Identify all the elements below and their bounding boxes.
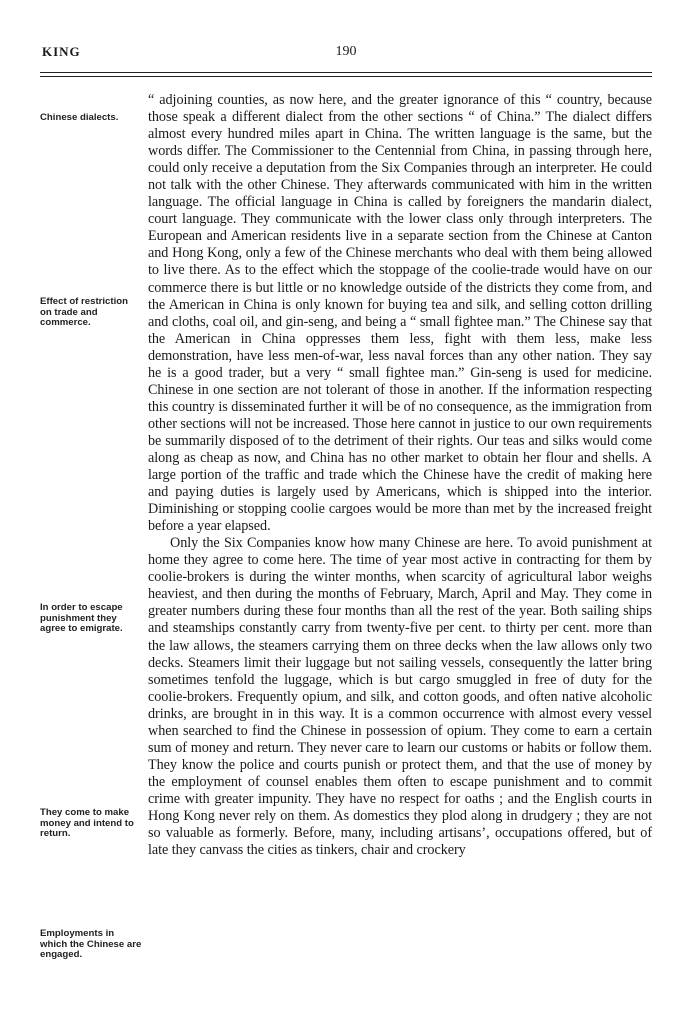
page-number: 190 <box>335 44 357 59</box>
margin-note-chinese-dialects: Chinese dialects. <box>40 112 119 123</box>
margin-note-make-money: They come to make money and intend to return. <box>40 807 134 839</box>
paragraph-continued: “ adjoining counties, as now here, and the greater ignorance of this “ country, because those speak a different dialect from the other sections “ of China.” The dialect differs almost every hundred miles apart in China. The written language is the same, but the words differ. The Commissioner to the Centennial from China, in passing through here, could only receive a deputation from the Six Companies through an interpreter. He could not talk with the other Chinese. They afterwards communicated with him in the written language. The official language in China is called by foreigners the mandarin dialect, court language. They communicate with the lower class only through interpreters. The European and American residents live in a separate section from the Chinese at Canton and Hong Kong, only a few of the Chinese merchants who deal with them being allowed to live there. As to the effect which the stoppage of the coolie-trade would have on our commerce there is but little or no knowledge outside of the districts they come from, and the American in China is only known for buying tea and silk, and selling cotton drilling and cloths, coal oil, and gin-seng, and being a “ small fightee man.” The Chinese say that the American in China oppresses them less, fight with them less, make less demonstration, have less men-of-war, less naval forces than any other nation. They say he is a good trader, but a very “ small fightee man.” Gin-seng is used for medicine. Chinese in one section are not tolerant of those in another. If the information respecting this country is disseminated further it will be of no consequence, as the immigration from other sections will not be increased. Those here cannot in justice to our own requirements be summarily disposed of to the detriment of their rights. Our teas and silks would come along as cheap as now, and China has no other market to obtain her flour and shells. A large portion of the traffic and trade which the Chinese have the credit of making here and paying duties is largely used by Americans, which is shipped into the interior. Diminishing or stopping coolie cargoes would be more than met by the increased freight before a year elapsed. <box>148 92 652 535</box>
paragraph-six-companies: Only the Six Companies know how many Chinese are here. To avoid punishment at home they agree to come here. The time of year most active in contracting for them by coolie-brokers is during the winter months, when scarcity of agricultural labor weighs heaviest, and then during the months of February, March, April and May. They come in greater numbers during these four months than all the rest of the year. Both sailing ships and steamships constantly carry from twenty-five per cent. to thirty per cent. more than the law allows, the steamers carrying them on three decks when the law allows only two decks. Steamers limit their luggage but not sailing vessels, consequently the latter bring sometimes tenfold the luggage, which is but cargo smuggled in free of duty for the coolie-brokers. Frequently opium, and silk, and cotton goods, and often native alcoholic drinks, are brought in in this way. It is a common occurrence with almost every vessel when searched to find the Chinese in possession of opium. They come to earn a certain sum of money and return. They never care to learn our customs or habits or follow them. They know the police and courts punish or protect them, and that the use of money by the employment of counsel enables them often to escape punishment and to commit crime with greater impunity. They have no respect for oaths ; and the English courts in Hong Kong never rely on them. As domestics they plod along in drudgery ; they are not so valuable as formerly. Before, many, including artisans’, occupations offered, but of late they canvass the cities as tinkers, chair and crockery <box>148 535 652 859</box>
running-head <box>40 42 652 62</box>
margin-note-employments: Employments in which the Chinese are engaged. <box>40 928 142 960</box>
running-title: KING <box>42 44 81 59</box>
margin-note-escape-punishment: In order to escape punishment they agree to emigrate. <box>40 602 123 634</box>
body-text <box>148 92 652 859</box>
header-rule-thin <box>40 76 652 77</box>
margin-note-effect-of-restriction: Effect of restriction on trade and commerce. <box>40 296 128 328</box>
header-rule-thick <box>40 72 652 73</box>
